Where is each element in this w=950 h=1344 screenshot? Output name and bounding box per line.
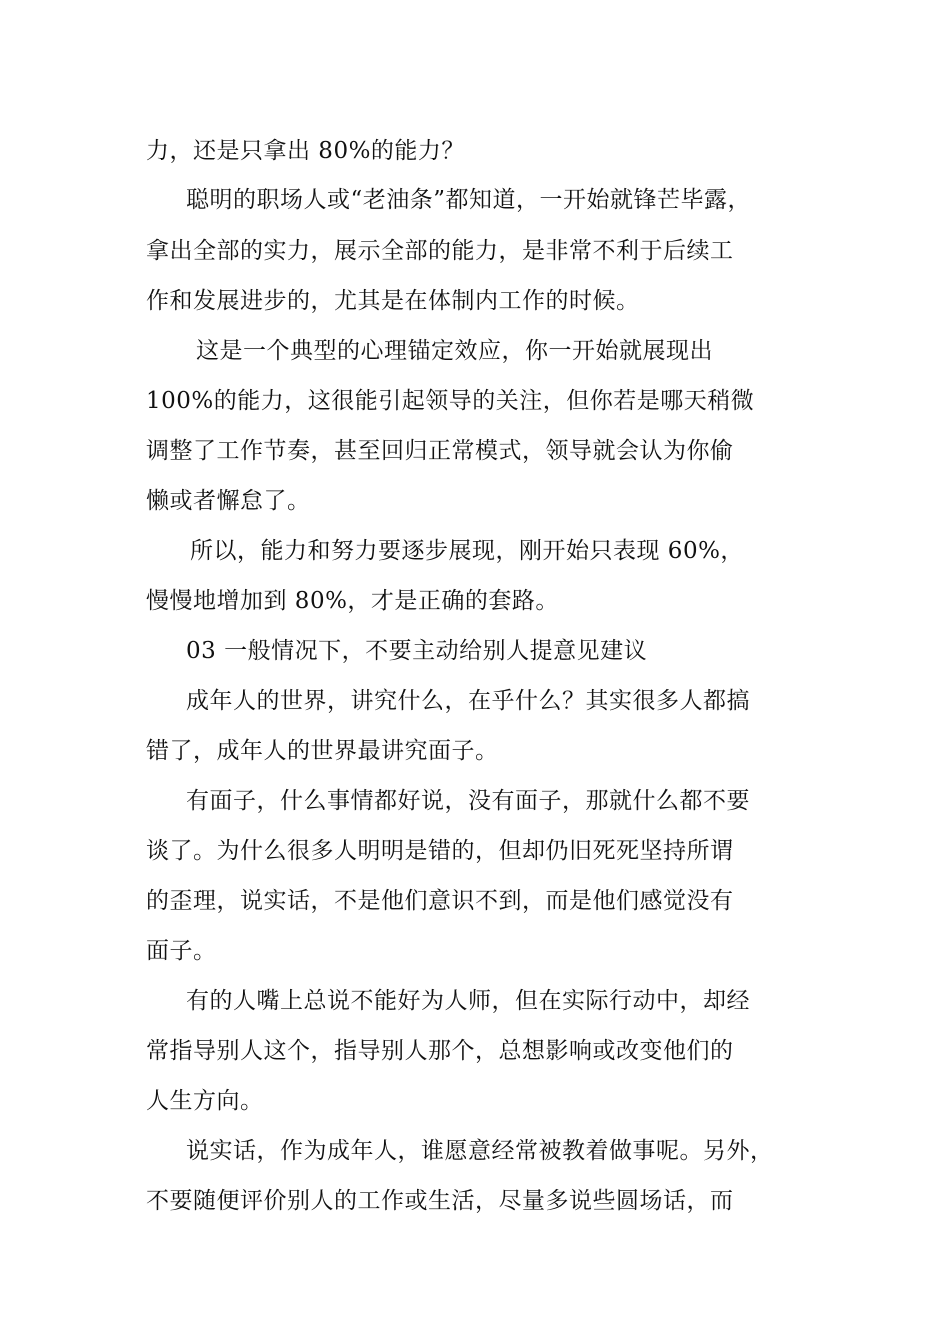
- section-heading: 03 一般情况下，不要主动给别人提意见建议: [186, 638, 648, 664]
- text-line: 拿出全部的实力，展示全部的能力，是非常不利于后续工: [146, 238, 734, 264]
- text-line: 力，还是只拿出 80%的能力？: [146, 138, 465, 164]
- text-line: 面子。: [146, 938, 217, 964]
- paragraph-start-line: 聪明的职场人或“老油条”都知道，一开始就锋芒毕露，: [186, 187, 752, 213]
- paragraph-start-line: 有的人嘴上总说不能好为人师，但在实际行动中，却经: [186, 988, 750, 1014]
- paragraph-start-line: 所以，能力和努力要逐步展现，刚开始只表现 60%，: [190, 538, 744, 564]
- text-line: 错了，成年人的世界最讲究面子。: [146, 738, 499, 764]
- paragraph-start-line: 说实话，作为成年人，谁愿意经常被教着做事呢。另外，: [186, 1138, 774, 1164]
- paragraph-start-line: 成年人的世界，讲究什么，在乎什么？其实很多人都搞: [186, 688, 750, 714]
- paragraph-start-line: 这是一个典型的心理锚定效应，你一开始就展现出: [196, 338, 713, 364]
- text-line: 慢慢地增加到 80%，才是正确的套路。: [146, 588, 559, 614]
- text-line: 100%的能力，这很能引起领导的关注，但你若是哪天稍微: [146, 388, 755, 414]
- text-line: 懒或者懈怠了。: [146, 488, 311, 514]
- text-line: 的歪理，说实话，不是他们意识不到，而是他们感觉没有: [146, 888, 734, 914]
- text-line: 人生方向。: [146, 1088, 264, 1114]
- text-line: 不要随便评价别人的工作或生活，尽量多说些圆场话，而: [146, 1188, 734, 1214]
- text-line: 作和发展进步的，尤其是在体制内工作的时候。: [146, 288, 640, 314]
- paragraph-start-line: 有面子，什么事情都好说，没有面子，那就什么都不要: [186, 788, 750, 814]
- text-line: 常指导别人这个，指导别人那个，总想影响或改变他们的: [146, 1038, 734, 1064]
- text-line: 调整了工作节奏，甚至回归正常模式，领导就会认为你偷: [146, 438, 734, 464]
- text-line: 谈了。为什么很多人明明是错的，但却仍旧死死坚持所谓: [146, 838, 734, 864]
